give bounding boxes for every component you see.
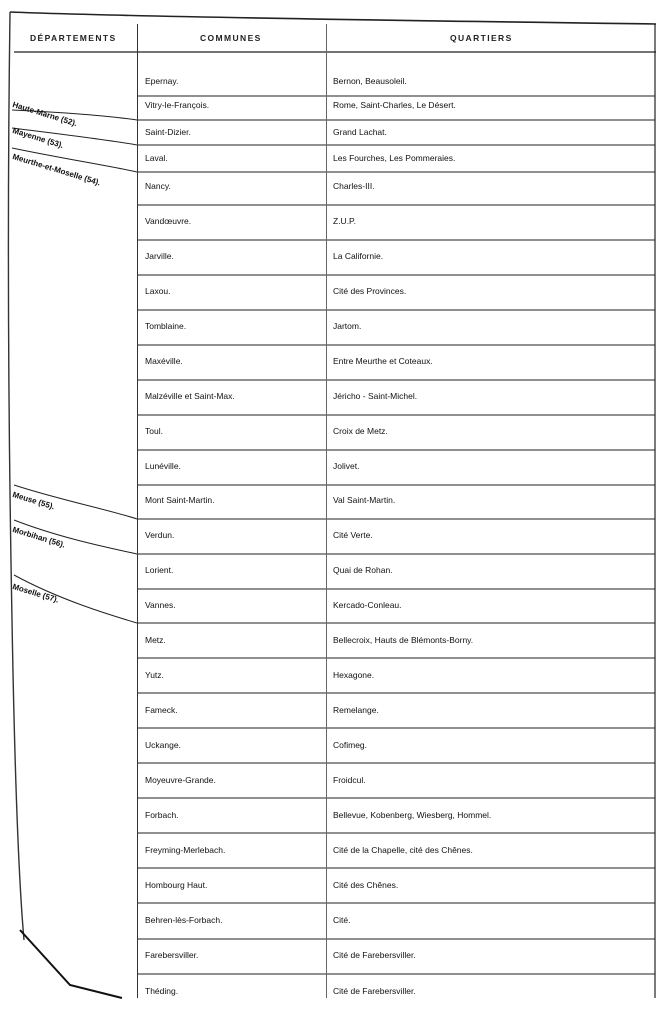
commune-cell: Forbach. [145,810,179,820]
quartier-cell: Croix de Metz. [333,426,388,436]
quartier-cell: Cité Verte. [333,530,373,540]
quartier-cell: Kercado-Conleau. [333,600,402,610]
commune-cell: Lunéville. [145,461,181,471]
commune-cell: Saint-Dizier. [145,127,191,137]
quartier-cell: Jartom. [333,321,362,331]
commune-cell: Vannes. [145,600,176,610]
quartier-cell: Bernon, Beausoleil. [333,76,407,86]
commune-cell: Lorient. [145,565,174,575]
column-divider-left [137,24,138,998]
commune-cell: Laval. [145,153,168,163]
quartier-cell: Cofimeg. [333,740,368,750]
quartier-cell: Charles-III. [333,181,375,191]
quartier-cell: Jolivet. [333,461,360,471]
commune-cell: Fameck. [145,705,178,715]
commune-cell: Freyming-Merlebach. [145,845,226,855]
commune-cell: Malzéville et Saint-Max. [145,391,235,401]
quartier-cell: Cité de la Chapelle, cité des Chênes. [333,845,473,855]
commune-cell: Nancy. [145,181,171,191]
commune-cell: Metz. [145,635,166,645]
column-divider-right [326,24,327,998]
quartier-cell: Z.U.P. [333,216,356,226]
department-label: Moselle (57). [11,582,60,605]
quartier-cell: Remelange. [333,705,379,715]
header-departements: DÉPARTEMENTS [30,33,117,43]
header-communes: COMMUNES [200,33,262,43]
quartier-cell: Les Fourches, Les Pommeraies. [333,153,456,163]
quartier-cell: Cité de Farebersviller. [333,950,416,960]
commune-cell: Moyeuvre-Grande. [145,775,216,785]
commune-cell: Laxou. [145,286,171,296]
quartier-cell: Bellecroix, Hauts de Blémonts-Borny. [333,635,474,645]
quartier-cell: Hexagone. [333,670,375,680]
quartier-cell: Quai de Rohan. [333,565,393,575]
quartier-cell: La Californie. [333,251,384,261]
header-quartiers: QUARTIERS [450,33,513,43]
commune-cell: Verdun. [145,530,175,540]
quartier-cell: Entre Meurthe et Coteaux. [333,356,433,366]
quartier-cell: Cité de Farebersviller. [333,986,416,996]
quartier-cell: Cité des Chênes. [333,880,399,890]
commune-cell: Farebersviller. [145,950,199,960]
commune-cell: Behren-lès-Forbach. [145,915,223,925]
quartier-cell: Bellevue, Kobenberg, Wiesberg, Hommel. [333,810,492,820]
department-label: Meuse (55). [11,490,56,512]
commune-cell: Hombourg Haut. [145,880,208,890]
quartier-cell: Grand Lachat. [333,127,387,137]
commune-cell: Tomblaine. [145,321,187,331]
quartier-cell: Cité des Provinces. [333,286,407,296]
commune-cell: Théding. [145,986,179,996]
commune-cell: Vandœuvre. [145,216,192,226]
quartier-cell: Jéricho - Saint-Michel. [333,391,418,401]
commune-cell: Vitry-le-François. [145,100,210,110]
quartier-cell: Rome, Saint-Charles, Le Désert. [333,100,456,110]
department-label: Meurthe-et-Moselle (54). [11,152,102,188]
commune-cell: Yutz. [145,670,164,680]
department-label: Haute-Marne (52). [11,100,79,129]
commune-cell: Epernay. [145,76,179,86]
commune-cell: Maxéville. [145,356,183,366]
department-label: Morbihan (56). [11,525,67,550]
commune-cell: Mont Saint-Martin. [145,495,215,505]
commune-cell: Uckange. [145,740,181,750]
quartier-cell: Cité. [333,915,351,925]
quartier-cell: Val Saint-Martin. [333,495,396,505]
quartier-cell: Froidcul. [333,775,366,785]
department-label: Mayenne (53). [11,126,65,151]
commune-cell: Jarville. [145,251,174,261]
commune-cell: Toul. [145,426,163,436]
